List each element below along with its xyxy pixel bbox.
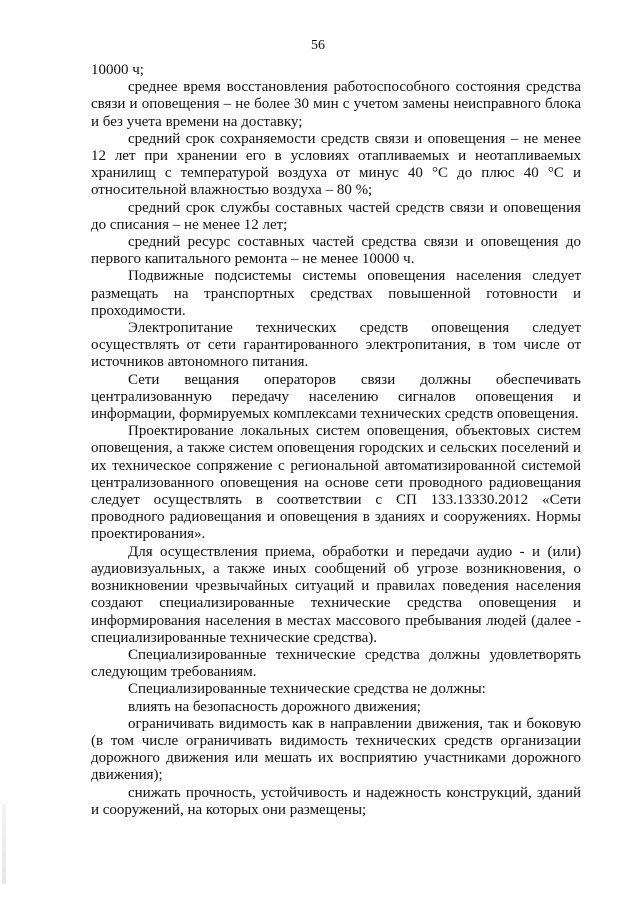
paragraph: ограничивать видимость как в направлении движения, так и боковую (в том числе ограничивать видимость технических средств организации дорожного движения или мешать их восприятию участниками дорожного движения); bbox=[91, 715, 581, 784]
paragraph: средний срок службы составных частей средств связи и оповещения до списания – не менее 12 лет; bbox=[91, 199, 581, 233]
paragraph: средний ресурс составных частей средства связи и оповещения до первого капитального ремонта – не менее 10000 ч. bbox=[91, 234, 581, 268]
paragraph: снижать прочность, устойчивость и надежность конструкций, зданий и сооружений, на которых они размещены; bbox=[91, 784, 581, 818]
paragraph: Специализированные технические средства не должны: bbox=[128, 681, 486, 698]
paragraph: средний срок сохраняемости средств связи и оповещения – не менее 12 лет при хранении его в условиях отапливаемых и неотапливаемых хранилищ с температурой воздуха от минус 40 °С до плюс 40 °С и относительной влажностью воздуха – 80 %; bbox=[91, 130, 581, 199]
document-body bbox=[91, 62, 581, 819]
page-number: 56 bbox=[311, 38, 325, 53]
paragraph: Проектирование локальных систем оповещения, объектовых систем оповещения, а также систем оповещения городских и сельских поселений и их техническое сопряжение с региональной автоматизированной системой централизованного оповещения на основе сети проводного радиовещания следует осуществлять в соответствии с СП 133.13330.2012 «Сети проводного радиовещания и оповещения в зданиях и сооружениях. Нормы проектирования». bbox=[91, 423, 581, 543]
paragraph: Подвижные подсистемы системы оповещения населения следует размещать на транспортных средствах повышенной готовности и проходимости. bbox=[91, 268, 581, 319]
paragraph: Для осуществления приема, обработки и передачи аудио - и (или) аудиовизуальных, а также иных сообщений об угрозе возникновения, о возникновении чрезвычайных ситуаций и правилах поведения населения создают специализированные технические средства оповещения и информирования населения в местах массового пребывания людей (далее - специализированные технические средства). bbox=[91, 543, 581, 646]
paragraph: 10000 ч; bbox=[91, 62, 144, 78]
paragraph: влиять на безопасность дорожного движения; bbox=[128, 698, 421, 715]
paragraph: Электропитание технических средств оповещения следует осуществлять от сети гарантированного электропитания, в том числе от источников автономного питания. bbox=[91, 320, 581, 371]
paragraph: Специализированные технические средства должны удовлетворять следующим требованиям. bbox=[91, 646, 581, 681]
scan-edge-artifact bbox=[2, 804, 6, 884]
paragraph: среднее время восстановления работоспособного состояния средства связи и оповещения – не более 30 мин с учетом замены неисправного блока и без учета времени на доставку; bbox=[91, 79, 581, 130]
paragraph: Сети вещания операторов связи должны обеспечивать централизованную передачу населению сигналов оповещения и информации, формируемых комплексами технических средств оповещения. bbox=[91, 371, 581, 423]
